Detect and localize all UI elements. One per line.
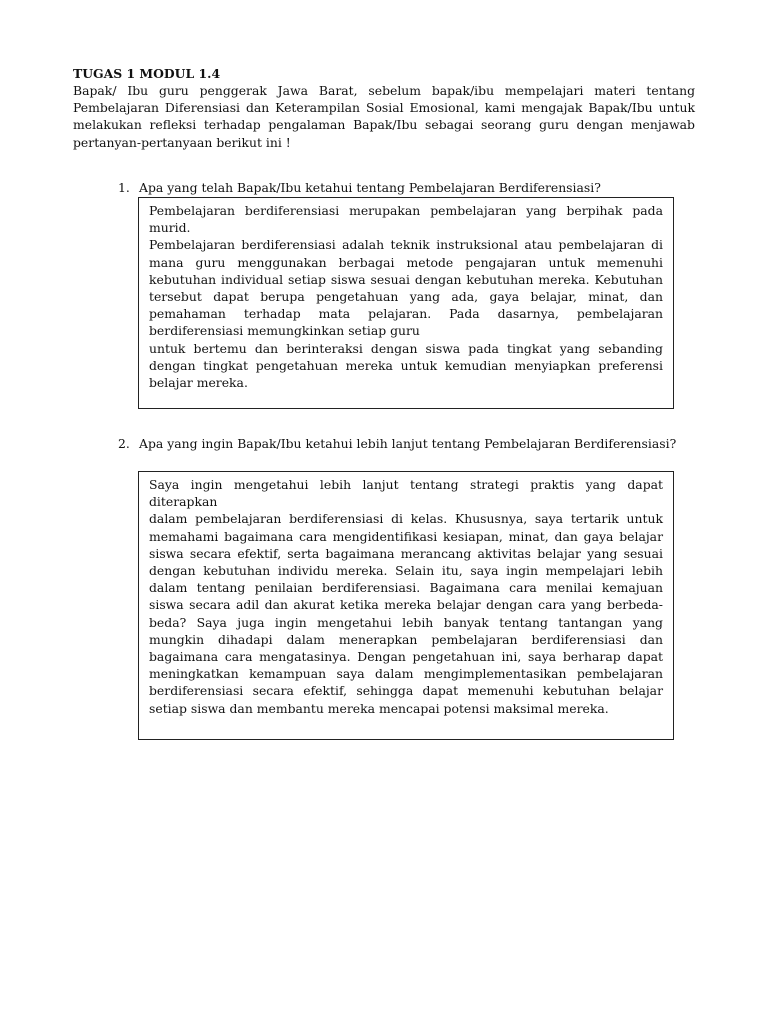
answer-1-paragraph-3: untuk bertemu dan berinteraksi dengan siswa pada tingkat yang sebanding dengan tingkat pengetahuan mereka untuk kemudian menyiapkan preferensi belajar mereka. — [149, 340, 663, 391]
answer-2-paragraph-2: dalam pembelajaran berdiferensiasi di kelas. Khususnya, saya tertarik untuk memahami bagaimana cara mengidentifikasi kesiapan, minat, dan gaya belajar siswa secara efektif, serta bagaimana merancang aktivitas belajar yang sesuai dengan kebutuhan individu mereka. Selain itu, saya ingin mempelajari lebih dalam tentang penilaian berdiferensiasi. Bagaimana cara menilai kemajuan siswa secara adil dan akurat ketika mereka belajar dengan cara yang berbeda-beda? Saya juga ingin mengetahui lebih banyak tentang tantangan yang mungkin dihadapi dalam menerapkan pembelajaran berdiferensiasi dan bagaimana cara mengatasinya. Dengan pengetahuan ini, saya berharap dapat meningkatkan kemampuan saya dalam mengimplementasikan pembelajaran berdiferensiasi secara efektif, sehingga dapat memenuhi kebutuhan belajar setiap siswa dan membantu mereka mencapai potensi maksimal mereka. — [149, 511, 663, 716]
answer-1-paragraph-2: Pembelajaran berdiferensiasi adalah teknik instruksional atau pembelajaran di mana guru menggunakan berbagai metode pengajaran untuk memenuhi kebutuhan individual setiap siswa sesuai dengan kebutuhan mereka. Kebutuhan tersebut dapat berupa pengetahuan yang ada, gaya belajar, minat, dan pemahaman terhadap mata pelajaran. Pada dasarnya, pembelajaran berdiferensiasi memungkinkan setiap guru — [149, 237, 663, 339]
question-1 — [118, 179, 718, 196]
answer-1-paragraph-1: Pembelajaran berdiferensiasi merupakan pembelajaran yang berpihak pada murid. — [149, 203, 663, 236]
question-2-number: 2. — [118, 436, 130, 451]
answer-2-paragraph-1: Saya ingin mengetahui lebih lanjut tentang strategi praktis yang dapat diterapkan — [149, 477, 663, 510]
answer-box-1 — [138, 197, 674, 409]
question-2 — [118, 435, 718, 452]
intro-paragraph: Bapak/ Ibu guru penggerak Jawa Barat, sebelum bapak/ibu mempelajari materi tentang Pembelajaran Diferensiasi dan Keterampilan Sosial Emosional, kami mengajak Bapak/Ibu untuk melakukan refleksi terhadap pengalaman Bapak/Ibu sebagai seorang guru dengan menjawab pertanyan-pertanyaan berikut ini ! — [73, 83, 695, 150]
question-1-number: 1. — [118, 180, 130, 195]
question-2-text: Apa yang ingin Bapak/Ibu ketahui lebih lanjut tentang Pembelajaran Berdiferensiasi? — [139, 436, 677, 451]
answer-box-2 — [138, 471, 674, 740]
question-1-text: Apa yang telah Bapak/Ibu ketahui tentang Pembelajaran Berdiferensiasi? — [139, 180, 601, 195]
document-title: TUGAS 1 MODUL 1.4 — [73, 66, 221, 81]
